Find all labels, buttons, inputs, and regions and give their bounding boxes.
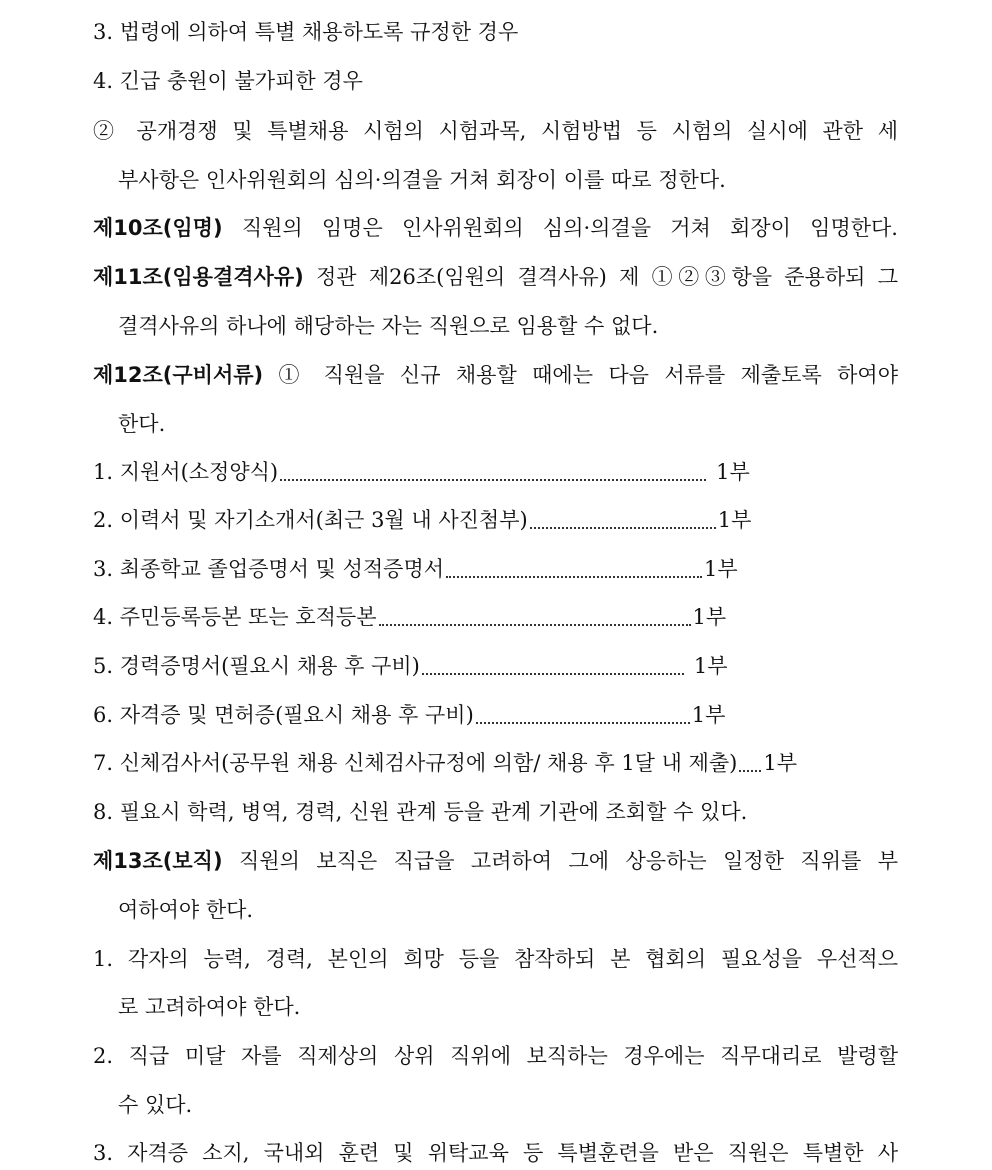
document-quantity: 1부 bbox=[716, 460, 750, 484]
article-11-heading: 제11조(임용결격사유) bbox=[93, 265, 304, 289]
document-name: 2. 이력서 및 자기소개서(최근 3월 내 사진첨부) bbox=[93, 508, 528, 532]
document-quantity: 1부 bbox=[704, 557, 738, 581]
required-document-item bbox=[93, 602, 726, 632]
required-document-item bbox=[93, 700, 725, 730]
article-13-text: 직원의 보직은 직급을 고려하여 그에 상응하는 일정한 직위를 부 bbox=[239, 849, 898, 873]
dot-leader bbox=[379, 624, 691, 626]
required-document-item bbox=[93, 505, 751, 535]
required-document-item bbox=[93, 554, 738, 584]
dot-leader bbox=[530, 527, 716, 529]
required-document-item bbox=[93, 748, 797, 778]
document-quantity: 1부 bbox=[717, 508, 752, 532]
article-11-continuation: 결격사유의 하나에 해당하는 자는 직원으로 임용할 수 없다. bbox=[118, 314, 659, 338]
article-12-text: ① 직원을 신규 채용할 때에는 다음 서류를 제출토록 하여야 bbox=[278, 363, 898, 387]
document-quantity: 1부 bbox=[693, 654, 728, 678]
dot-leader bbox=[446, 576, 702, 578]
clause-4-text: 4. 긴급 충원이 불가피한 경우 bbox=[93, 69, 363, 93]
article-12 bbox=[93, 360, 898, 390]
article-13-item-3: 3. 자격증 소지, 국내외 훈련 및 위탁교육 등 특별훈련을 받은 직원은 특별한 사 bbox=[93, 1141, 898, 1165]
document-name: 5. 경력증명서(필요시 채용 후 구비) bbox=[93, 654, 420, 678]
article-10 bbox=[93, 213, 898, 243]
paragraph-2-continuation: 부사항은 인사위원회의 심의·의결을 거쳐 회장이 이를 따로 정한다. bbox=[118, 168, 726, 192]
dot-leader bbox=[476, 722, 690, 724]
dot-leader bbox=[739, 770, 761, 772]
dot-leader bbox=[280, 479, 706, 481]
dot-leader bbox=[422, 673, 684, 675]
article-12-heading: 제12조(구비서류) bbox=[93, 363, 264, 387]
document-name: 1. 지원서(소정양식) bbox=[93, 460, 279, 484]
document-name: 4. 주민등록등본 또는 호적등본 bbox=[93, 605, 377, 629]
document-name: 7. 신체검사서(공무원 채용 신체검사규정에 의함/ 채용 후 1달 내 제출) bbox=[93, 751, 738, 775]
clause-3-text: 3. 법령에 의하여 특별 채용하도록 규정한 경우 bbox=[93, 20, 519, 44]
article-13-heading: 제13조(보직) bbox=[93, 849, 223, 873]
article-11 bbox=[93, 262, 898, 292]
article-10-text: 직원의 임명은 인사위원회의 심의·의결을 거쳐 회장이 임명한다. bbox=[241, 216, 898, 240]
document-quantity: 1부 bbox=[691, 703, 726, 727]
article-13-continuation: 여하여야 한다. bbox=[118, 898, 254, 922]
document-name: 6. 자격증 및 면허증(필요시 채용 후 구비) bbox=[93, 703, 474, 727]
document-quantity: 1부 bbox=[763, 751, 798, 775]
article-12-continuation: 한다. bbox=[118, 412, 166, 436]
article-10-heading: 제10조(임명) bbox=[93, 216, 223, 240]
document-name: 3. 최종학교 졸업증명서 및 성적증명서 bbox=[93, 557, 445, 581]
article-13-item-2-continuation: 수 있다. bbox=[118, 1093, 193, 1117]
clause-8-text: 8. 필요시 학력, 병역, 경력, 신원 관계 등을 관계 기관에 조회할 수 있다. bbox=[93, 800, 748, 824]
article-13 bbox=[93, 846, 898, 876]
document-quantity: 1부 bbox=[692, 605, 727, 629]
required-document-item bbox=[93, 651, 728, 681]
article-13-item-2: 2. 직급 미달 자를 직제상의 상위 직위에 보직하는 경우에는 직무대리로 발령할 bbox=[93, 1044, 898, 1068]
article-13-item-1-continuation: 로 고려하여야 한다. bbox=[118, 995, 301, 1019]
article-11-text: 정관 제26조(임원의 결격사유) 제 ①②③항을 준용하되 그 bbox=[316, 265, 898, 289]
paragraph-2-text: ② 공개경쟁 및 특별채용 시험의 시험과목, 시험방법 등 시험의 실시에 관한 세 bbox=[93, 119, 898, 143]
article-13-item-1: 1. 각자의 능력, 경력, 본인의 희망 등을 참작하되 본 협회의 필요성을 우선적으 bbox=[93, 947, 898, 971]
required-document-item bbox=[93, 457, 750, 487]
